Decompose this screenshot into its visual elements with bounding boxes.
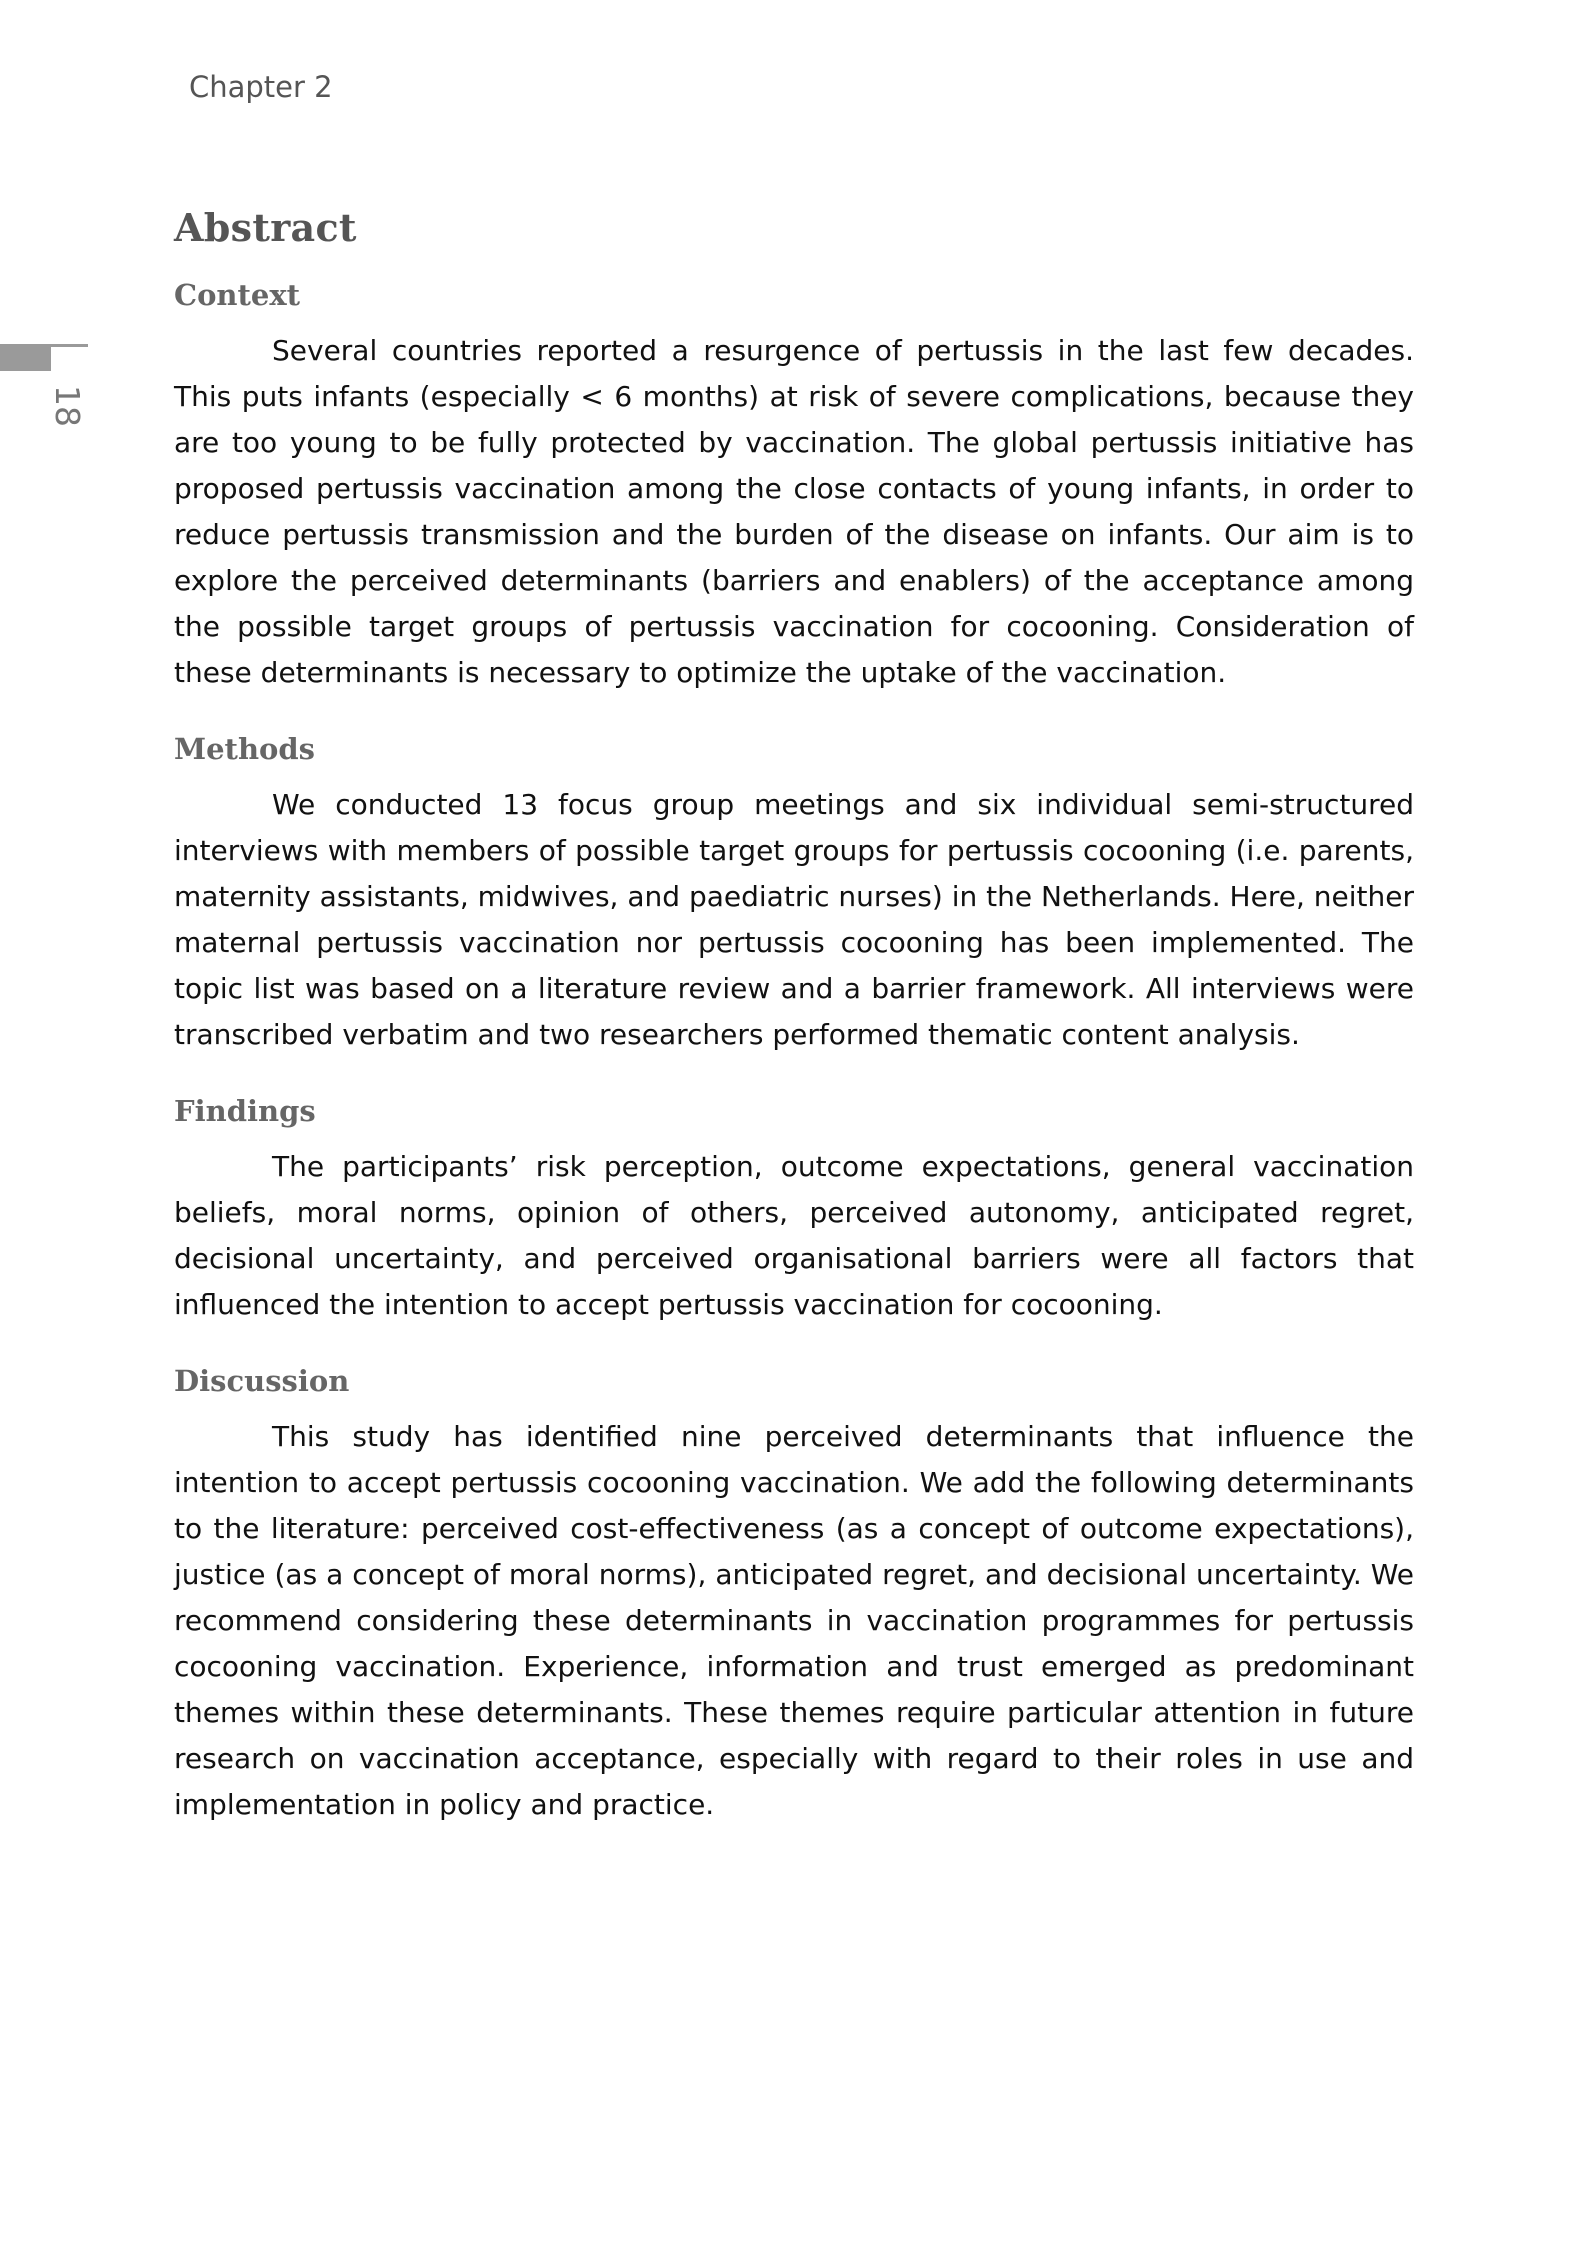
page-number: 18 (48, 385, 87, 427)
methods-section (174, 732, 1414, 1058)
discussion-section (174, 1364, 1414, 1828)
page-edge-tab (0, 344, 50, 371)
section-heading-context: Context (174, 278, 301, 312)
context-section (174, 278, 1414, 696)
page-edge-rule (0, 344, 88, 347)
chapter-label: Chapter 2 (189, 70, 333, 104)
section-heading-methods: Methods (174, 732, 315, 766)
findings-section (174, 1094, 1414, 1328)
section-heading-discussion: Discussion (174, 1364, 350, 1398)
abstract-content (174, 205, 1414, 1864)
section-body-context: Several countries reported a resurgence of pertussis in the last few decades. This puts infants (especially < 6 months) at risk of severe complications, because they are too young to be fully protected by vaccination. The global pertussis initiative has proposed pertussis vaccination among the close contacts of young infants, in order to reduce pertussis transmission and the burden of the disease on infants. Our aim is to explore the perceived determinants (barriers and enablers) of the acceptance among the possible target groups of pertussis vaccination for cocooning. Consideration of these determinants is necessary to optimize the uptake of the vaccination. (174, 334, 1414, 689)
section-body-methods: We conducted 13 focus group meetings and six individual semi-structured interviews with members of possible target groups for pertussis cocooning (i.e. parents, maternity assistants, midwives, and paediatric nurses) in the Netherlands. Here, neither maternal pertussis vaccination nor pertussis cocooning has been implemented. The topic list was based on a literature review and a barrier framework. All interviews were transcribed verbatim and two researchers performed thematic content analysis. (174, 788, 1414, 1051)
section-body-findings: The participants’ risk perception, outcome expectations, general vaccination beliefs, moral norms, opinion of others, perceived autonomy, anticipated regret, decisional uncertainty, and perceived organisational barriers were all factors that influenced the intention to accept pertussis vaccination for cocooning. (174, 1150, 1414, 1321)
section-heading-findings: Findings (174, 1094, 316, 1128)
abstract-title: Abstract (174, 205, 357, 250)
page-edge-marker (0, 344, 88, 374)
section-body-discussion: This study has identified nine perceived determinants that influence the intention to accept pertussis cocooning vaccination. We add the following determinants to the literature: perceived cost-effectiveness (as a concept of outcome expectations), justice (as a concept of moral norms), anticipated regret, and decisional uncertainty. We recommend considering these determinants in vaccination programmes for pertussis cocooning vaccination. Experience, information and trust emerged as predominant themes within these determinants. These themes require particular attention in future research on vaccination acceptance, especially with regard to their roles in use and implementation in policy and practice. (174, 1420, 1414, 1821)
page-edge-bar (48, 344, 51, 371)
